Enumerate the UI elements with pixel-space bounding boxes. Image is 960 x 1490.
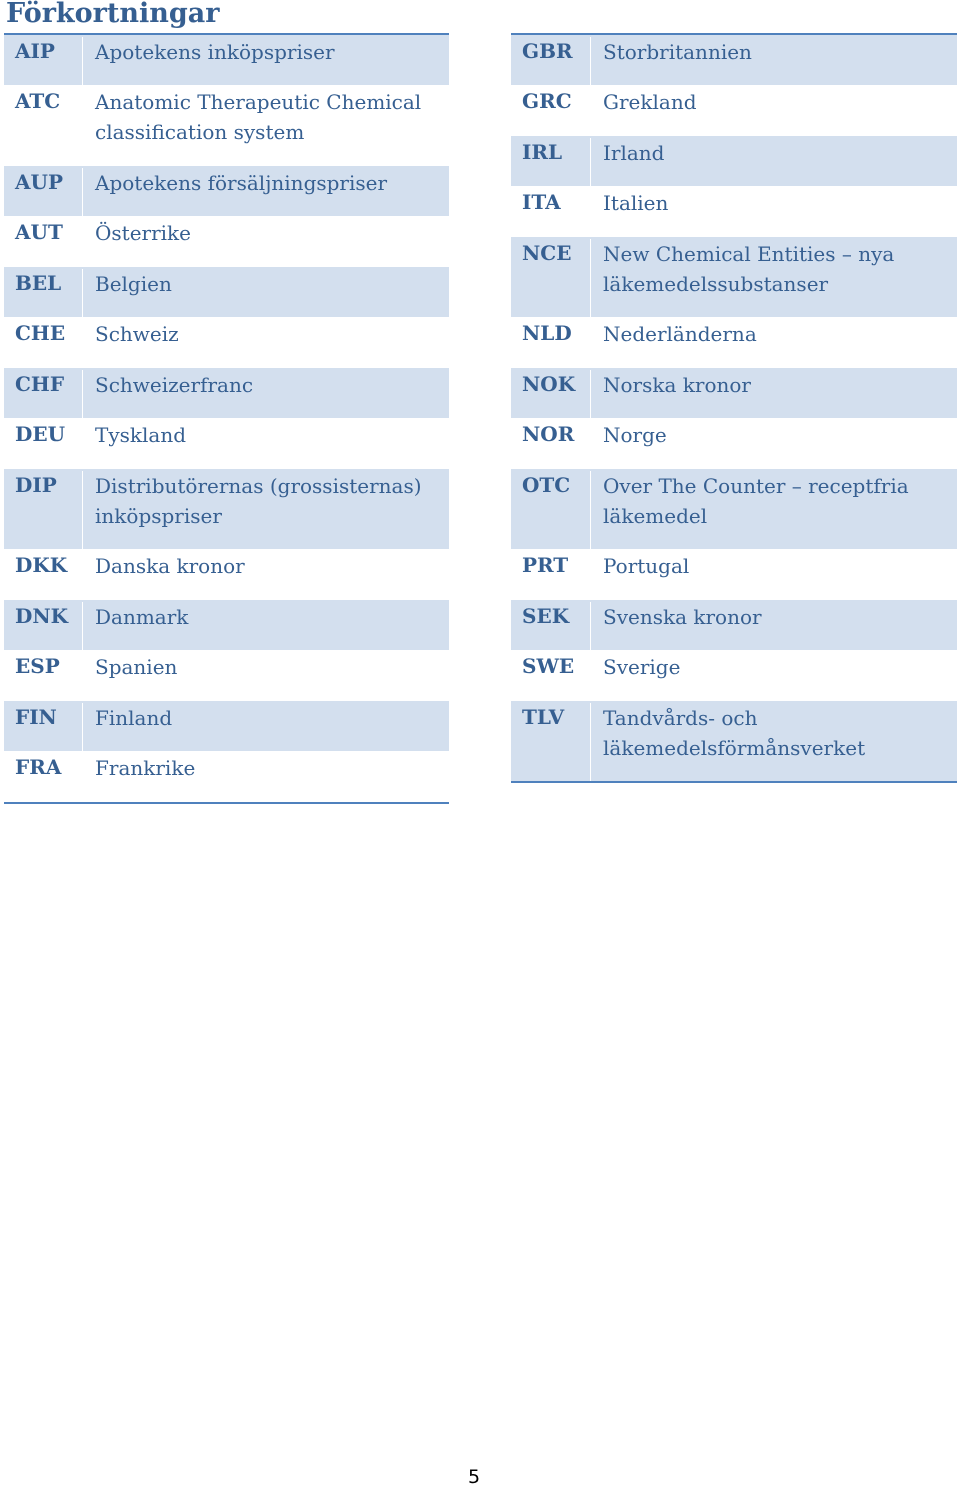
abbreviation-table-right <box>511 33 957 783</box>
abbreviation-code: SEK <box>511 602 591 650</box>
table-row <box>511 317 957 368</box>
abbreviation-description: Anatomic Therapeutic Chemical classification system <box>95 90 422 144</box>
page-number: 5 <box>467 1466 481 1488</box>
abbreviation-description: Österrike <box>95 221 192 245</box>
abbreviation-code: SWE <box>522 654 575 678</box>
abbreviation-code: DIP <box>4 471 83 549</box>
abbreviation-code: CHF <box>4 370 83 418</box>
abbreviation-description: Apotekens inköpspriser <box>95 40 335 64</box>
table-row <box>511 368 957 418</box>
table-row <box>511 469 957 549</box>
table-row <box>511 237 957 317</box>
abbreviation-code: OTC <box>511 471 591 549</box>
abbreviation-code: GBR <box>511 37 591 85</box>
table-row <box>511 136 957 186</box>
abbreviation-code: NOR <box>522 422 575 446</box>
abbreviation-description: Tyskland <box>95 423 187 447</box>
table-row <box>4 85 449 166</box>
table-row <box>4 368 449 418</box>
abbreviation-code: GRC <box>522 89 572 113</box>
abbreviation-code: FIN <box>4 703 83 751</box>
table-row <box>4 701 449 751</box>
abbreviation-description: Danmark <box>95 605 189 629</box>
abbreviation-code: DNK <box>4 602 83 650</box>
abbreviation-description: Irland <box>603 141 665 165</box>
table-row <box>4 751 449 802</box>
abbreviation-description: Storbritannien <box>603 40 752 64</box>
abbreviation-description: Grekland <box>603 90 697 114</box>
abbreviation-table-left <box>4 33 449 804</box>
abbreviation-description: Apotekens försäljningspriser <box>95 171 388 195</box>
table-row <box>4 600 449 650</box>
abbreviation-description: Schweiz <box>95 322 179 346</box>
abbreviation-code: ESP <box>15 654 60 678</box>
abbreviation-code: TLV <box>511 703 591 781</box>
abbreviation-code: NOK <box>511 370 591 418</box>
abbreviation-code: DEU <box>15 422 66 446</box>
abbreviation-code: NCE <box>511 239 591 317</box>
abbreviation-description: Nederländerna <box>603 322 757 346</box>
abbreviation-description: Frankrike <box>95 756 196 780</box>
table-row <box>4 418 449 469</box>
table-row <box>511 418 957 469</box>
table-row <box>4 166 449 216</box>
abbreviation-description: Tandvårds- och läkemedelsförmånsverket <box>603 706 866 760</box>
abbreviation-code: PRT <box>522 553 569 577</box>
abbreviation-code: IRL <box>511 138 591 186</box>
table-row <box>511 549 957 600</box>
abbreviation-code: ITA <box>522 190 561 214</box>
table-row <box>511 85 957 136</box>
abbreviation-description: Schweizerfranc <box>95 373 254 397</box>
abbreviation-code: ATC <box>15 89 61 113</box>
table-row <box>511 600 957 650</box>
abbreviation-description: Belgien <box>95 272 172 296</box>
abbreviation-code: AUT <box>15 220 63 244</box>
abbreviation-description: Finland <box>95 706 173 730</box>
table-row <box>4 469 449 549</box>
abbreviation-code: NLD <box>522 321 572 345</box>
table-row <box>4 267 449 317</box>
table-row <box>511 650 957 701</box>
table-row <box>4 549 449 600</box>
table-row <box>4 35 449 85</box>
abbreviation-description: Portugal <box>603 554 690 578</box>
page-title: Förkortningar <box>6 0 220 29</box>
abbreviation-code: BEL <box>4 269 83 317</box>
table-row <box>511 186 957 237</box>
abbreviation-description: Svenska kronor <box>603 605 762 629</box>
abbreviation-description: Italien <box>603 191 669 215</box>
abbreviation-description: Norska kronor <box>603 373 751 397</box>
abbreviation-code: CHE <box>15 321 66 345</box>
table-row <box>511 35 957 85</box>
table-row <box>4 650 449 701</box>
abbreviation-description: Over The Counter – receptfria läkemedel <box>603 474 909 528</box>
abbreviation-description: Danska kronor <box>95 554 245 578</box>
abbreviation-description: Norge <box>603 423 667 447</box>
table-row <box>511 701 957 781</box>
table-row <box>4 317 449 368</box>
abbreviation-description: Spanien <box>95 655 178 679</box>
abbreviation-code: DKK <box>15 553 68 577</box>
abbreviation-description: Distributörernas (grossisternas) inköpspriser <box>95 474 422 528</box>
abbreviation-code: FRA <box>15 755 62 779</box>
abbreviation-code: AIP <box>4 37 83 85</box>
abbreviation-code: AUP <box>4 168 83 216</box>
table-row <box>4 216 449 267</box>
abbreviation-description: New Chemical Entities – nya läkemedelssubstanser <box>603 242 895 296</box>
abbreviation-description: Sverige <box>603 655 681 679</box>
